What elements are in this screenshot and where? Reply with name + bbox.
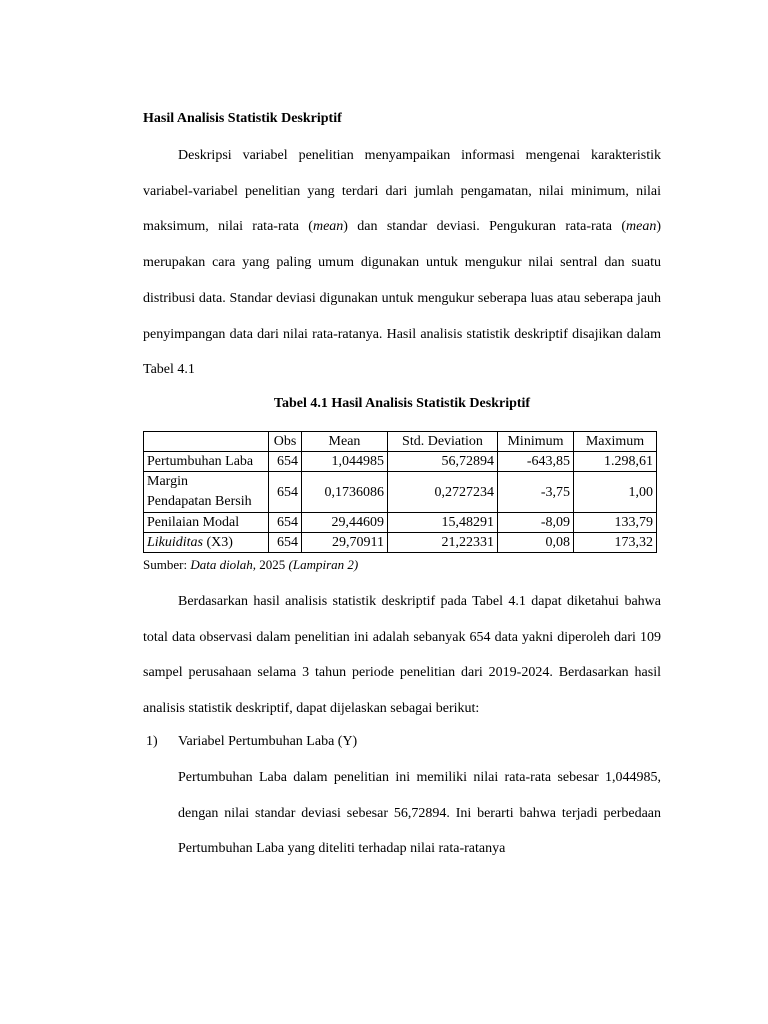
mean-term-1: mean bbox=[312, 219, 344, 235]
cell-min: -3,75 bbox=[498, 472, 574, 513]
cell-std: 21,22331 bbox=[388, 533, 498, 553]
source-prefix: Sumber: bbox=[143, 557, 191, 572]
section-heading: Hasil Analisis Statistik Deskriptif bbox=[143, 111, 342, 126]
cell-mean: 1,044985 bbox=[302, 452, 388, 472]
descriptive-stats-table bbox=[143, 431, 657, 553]
table-row bbox=[144, 533, 657, 553]
cell-min: -8,09 bbox=[498, 513, 574, 533]
cell-mean: 29,70911 bbox=[302, 533, 388, 553]
cell-obs: 654 bbox=[269, 533, 302, 553]
intro-text-3: ) merupakan cara yang paling umum digunakan untuk mengukur nilai sentral dan suatu distribusi data. Standar deviasi digunakan untuk mengukur seberapa luas atau seberapa jauh penyimpangan data dari nilai rata-ratanya. Hasil analisis statistik deskriptif disajikan dalam Tabel 4.1 bbox=[143, 219, 662, 378]
header-minimum: Minimum bbox=[498, 432, 574, 452]
list-item-number: 1) bbox=[146, 734, 158, 749]
table-row bbox=[144, 472, 657, 513]
source-year: 2025 bbox=[256, 557, 289, 572]
cell-mean: 0,1736086 bbox=[302, 472, 388, 513]
table-caption: Tabel 4.1 Hasil Analisis Statistik Deskriptif bbox=[273, 396, 531, 411]
cell-obs: 654 bbox=[269, 452, 302, 472]
row-label: Penilaian Modal bbox=[144, 513, 269, 533]
row-label-line2: Pendapatan Bersih bbox=[147, 494, 252, 509]
table-header-row bbox=[144, 432, 657, 452]
row-label-line1: Margin bbox=[147, 474, 188, 489]
cell-obs: 654 bbox=[269, 513, 302, 533]
cell-obs: 654 bbox=[269, 472, 302, 513]
cell-std: 56,72894 bbox=[388, 452, 498, 472]
header-blank-cell bbox=[144, 432, 269, 452]
cell-mean: 29,44609 bbox=[302, 513, 388, 533]
header-maximum: Maximum bbox=[574, 432, 657, 452]
cell-max: 133,79 bbox=[574, 513, 657, 533]
source-italic-1: Data diolah, bbox=[190, 557, 257, 572]
cell-min: 0,08 bbox=[498, 533, 574, 553]
header-mean: Mean bbox=[302, 432, 388, 452]
list-item-body: Pertumbuhan Laba dalam penelitian ini memiliki nilai rata-rata sebesar 1,044985, dengan nilai standar deviasi sebesar 56,72894. Ini berarti bahwa terjadi perbedaan Pertumbuhan Laba yang diteliti terhadap nilai rata-ratanya bbox=[178, 770, 661, 857]
intro-paragraph bbox=[143, 138, 661, 388]
cell-std: 0,2727234 bbox=[388, 472, 498, 513]
row-label-italic: Likuiditas bbox=[147, 535, 204, 550]
table-row bbox=[144, 513, 657, 533]
table-source-note bbox=[143, 557, 358, 573]
mean-term-2: mean bbox=[626, 219, 657, 235]
header-obs: Obs bbox=[269, 432, 302, 452]
row-label-rest: (X3) bbox=[203, 535, 233, 550]
source-italic-2: (Lampiran 2) bbox=[288, 557, 359, 572]
analysis-paragraph: Berdasarkan hasil analisis statistik deskriptif pada Tabel 4.1 dapat diketahui bahwa total data observasi dalam penelitian ini adalah sebanyak 654 data yakni diperoleh dari 109 sampel perusahaan selama 3 tahun periode penelitian dari 2019-2024. Berdasarkan hasil analisis statistik deskriptif, dapat dijelaskan sebagai berikut: bbox=[143, 594, 661, 717]
table-row bbox=[144, 452, 657, 472]
cell-std: 15,48291 bbox=[388, 513, 498, 533]
cell-max: 1,00 bbox=[574, 472, 657, 513]
intro-text-1: Deskripsi variabel penelitian menyampaikan informasi mengenai karakteristik variabel-variabel penelitian yang terdari dari jumlah pengamatan, nilai minimum, nilai maksimum, nilai rata-rata ( bbox=[143, 148, 661, 235]
row-label bbox=[144, 472, 269, 513]
cell-max: 173,32 bbox=[574, 533, 657, 553]
header-std-deviation: Std. Deviation bbox=[388, 432, 498, 452]
row-label bbox=[144, 533, 269, 553]
row-label: Pertumbuhan Laba bbox=[144, 452, 269, 472]
cell-max: 1.298,61 bbox=[574, 452, 657, 472]
cell-min: -643,85 bbox=[498, 452, 574, 472]
list-item-title: Variabel Pertumbuhan Laba (Y) bbox=[178, 734, 358, 749]
intro-text-2: ) dan standar deviasi. Pengukuran rata-rata ( bbox=[343, 219, 627, 235]
